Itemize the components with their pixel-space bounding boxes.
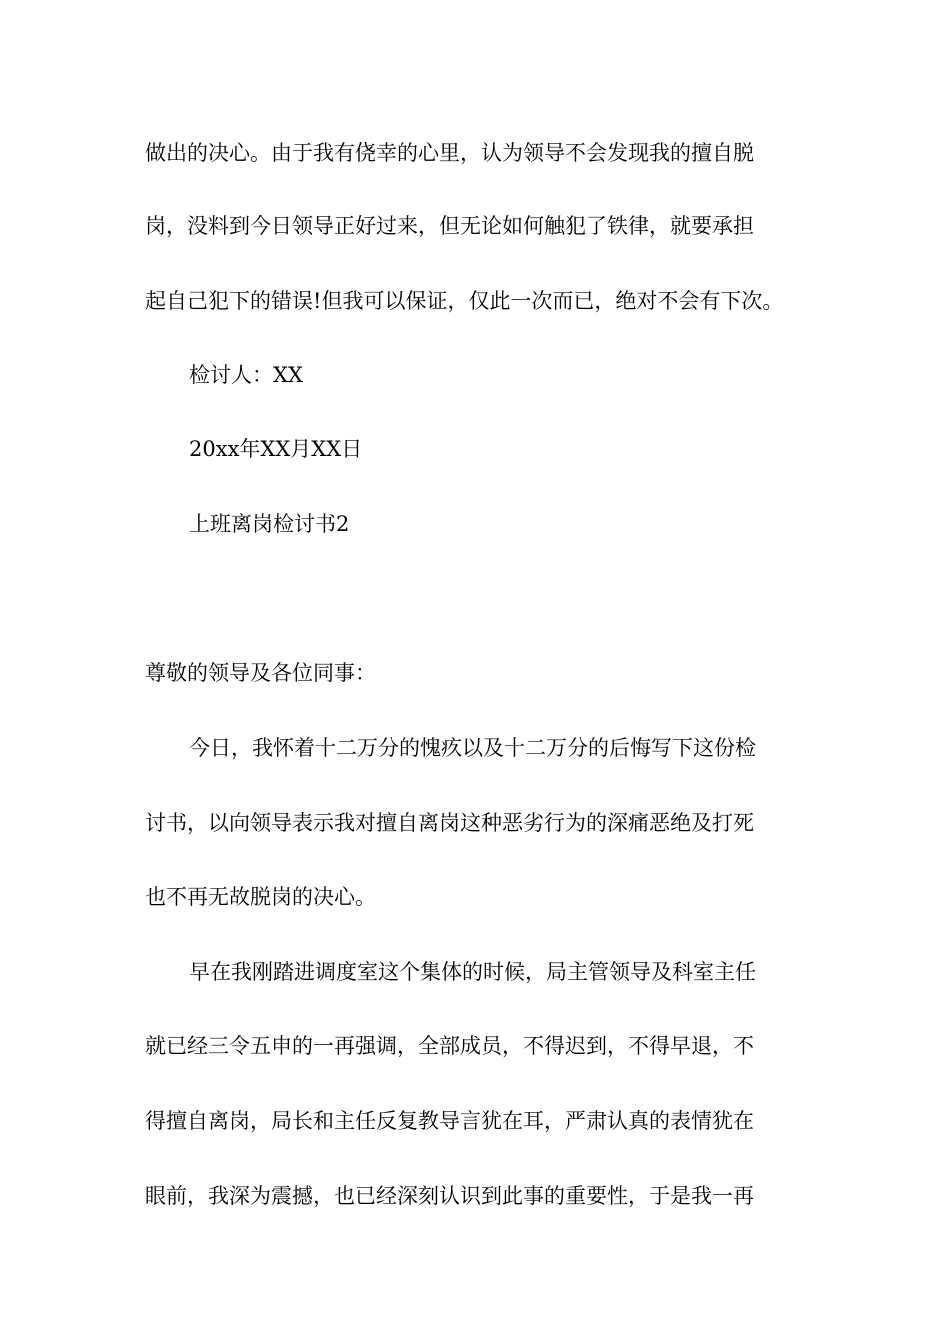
body-text-line: 讨书，以向领导表示我对擅自离岗这种恶劣行为的深痛恶绝及打死	[145, 811, 754, 835]
body-text-line: 起自己犯下的错误!但我可以保证，仅此一次而已，绝对不会有下次。	[145, 289, 784, 313]
body-text-line: 得擅自离岗，局长和主任反复教导言犹在耳，严肃认真的表情犹在	[145, 1109, 754, 1133]
signature-line: 检讨人：XX	[189, 363, 303, 387]
paragraph-first-line: 今日，我怀着十二万分的愧疚以及十二万分的后悔写下这份检	[189, 736, 756, 760]
date-line: 20xx年XX月XX日	[189, 437, 363, 461]
paragraph-first-line: 早在我刚踏进调度室这个集体的时候，局主管领导及科室主任	[189, 960, 756, 984]
body-text-line: 也不再无故脱岗的决心。	[145, 885, 376, 909]
section-title: 上班离岗检讨书2	[189, 512, 350, 536]
body-text-line: 就已经三令五申的一再强调，全部成员，不得迟到，不得早退，不	[145, 1034, 754, 1058]
body-text-line: 岗，没料到今日领导正好过来，但无论如何触犯了铁律，就要承担	[145, 214, 754, 238]
body-text-line: 做出的决心。由于我有侥幸的心里，认为领导不会发现我的擅自脱	[145, 141, 754, 165]
body-text-line: 眼前，我深为震撼，也已经深刻认识到此事的重要性，于是我一再	[145, 1184, 754, 1208]
salutation: 尊敬的领导及各位同事：	[145, 661, 376, 685]
